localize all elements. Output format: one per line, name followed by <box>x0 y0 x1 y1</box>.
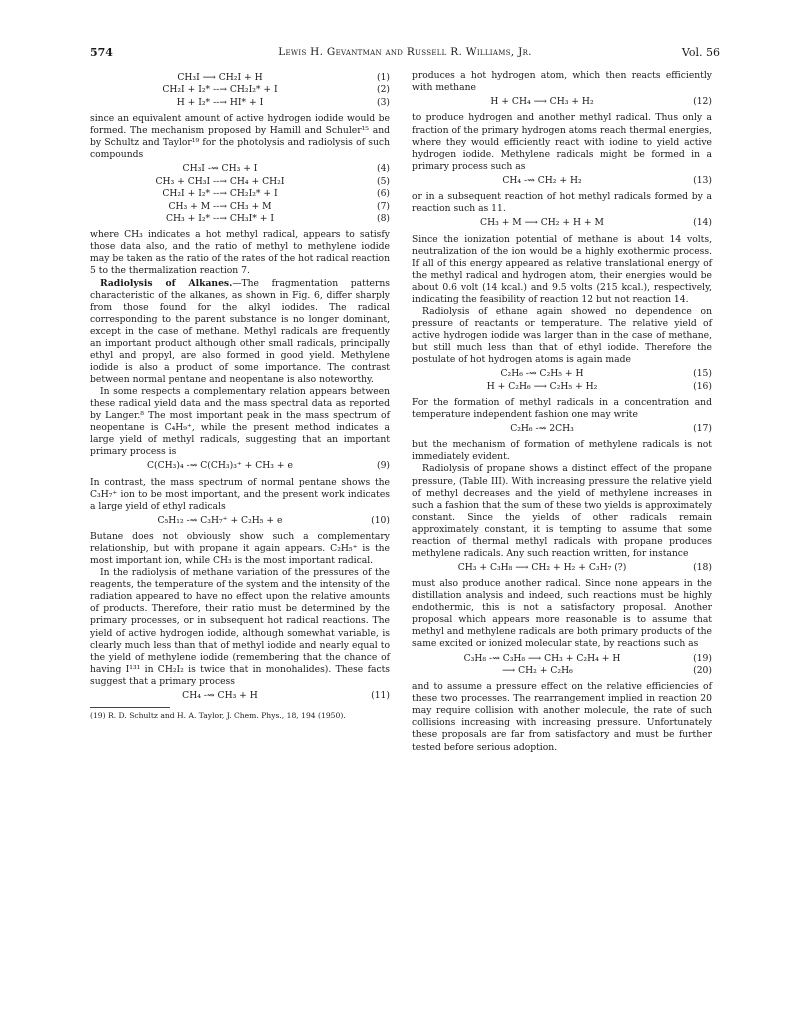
journal-page <box>90 46 720 1001</box>
equation-5: CH₃ + CH₃I --→ CH₄ + CH₂I (5) <box>155 175 390 187</box>
equation-4: CH₃I -⇝ CH₃ + I (4) <box>182 163 390 175</box>
paragraph: For the formation of methyl radicals in a concentration and temperature independent fashion one may write <box>412 396 712 420</box>
equation-block-13 <box>412 175 712 187</box>
paragraph: but the mechanism of formation of methylene radicals is not immediately evident. <box>412 439 712 463</box>
paragraph: since an equivalent amount of active hydrogen iodide would be formed. The mechanism proposed by Hamill and Schuler¹⁵ and by Schultz and Taylor¹⁹ for the photolysis and radiolysis of such compounds <box>90 113 390 161</box>
equation-block-4-8 <box>90 163 390 225</box>
equation-17: C₂H₆ -⇝ 2CH₃ (17) <box>510 422 712 434</box>
paragraph-alkanes: Radiolysis of Alkanes.—The fragmentation patterns characteristic of the alkanes, as shown in Fig. 6, differ sharply from those found for the alkyl iodides. The radical corresponding to the parent substance is no longer dominant, except in the case of methane. Methyl radicals are frequently an important product although other small radicals, principally ethyl and propyl, are also formed in good yield. Methylene iodide is also a product of some importance. The contrast between normal pentane and neopentane is also noteworthy. <box>90 277 390 385</box>
paragraph: or in a subsequent reaction of hot methyl radicals formed by a reaction such as 11. <box>412 191 712 215</box>
equation-block-10 <box>90 515 390 527</box>
page-number: 574 <box>90 46 113 59</box>
equation-block-14 <box>412 217 712 229</box>
equation-7: CH₃ + M --→ CH₃ + M (7) <box>168 200 390 212</box>
equation-2: CH₂I + I₂* --→ CH₂I₂* + I (2) <box>162 84 390 96</box>
paragraph: In contrast, the mass spectrum of normal pentane shows the C₃H₇⁺ ion to be most important, and the present work indicates a large yield of ethyl radicals <box>90 476 390 512</box>
equation-block-17 <box>412 423 712 435</box>
equation-block-15-16 <box>412 368 712 393</box>
equation-block-9 <box>90 460 390 472</box>
paragraph: Radiolysis of propane shows a distinct effect of the propane pressure, (Table III). With increasing pressure the relative yield of methyl decreases and the yield of methylene increases in such a fashion that the sum of these two yields is approximately constant. Since the yields of other radicals remain approximately constant, it is tempting to assume that some reaction of thermal methyl radicals with propane produces methylene radicals. Any such reaction written, for instance <box>412 463 712 559</box>
equation-9: C(CH₃)₄ -⇝ C(CH₃)₃⁺ + CH₃ + e (9) <box>147 460 390 472</box>
paragraph: to produce hydrogen and another methyl radical. Thus only a fraction of the primary hydrogen atoms reach thermal energies, where they would efficiently react with iodine to yield active hydrogen iodide. Methylene radicals might be formed in a primary process such as <box>412 112 712 172</box>
equation-6: CH₂I + I₂* --→ CH₂I₂* + I (6) <box>162 188 390 200</box>
paragraph: and to assume a pressure effect on the relative efficiencies of these two processes. The rearrangement implied in reaction 20 may require collision with another molecule, the rate of such collisions increasing with increasing pressure. Unfortunately these proposals are far from satisfactory and must be further tested before serious adoption. <box>412 681 712 753</box>
equation-block-19-20 <box>412 653 712 678</box>
equation-3: H + I₂* --→ HI* + I (3) <box>176 96 390 108</box>
paragraph: where CH₃ indicates a hot methyl radical, appears to satisfy those data also, and the ratio of methyl to methylene iodide may be taken as the ratio of the rates of the hot radical reaction 5 to the thermalization reaction 7. <box>90 229 390 277</box>
section-heading: Radiolysis of Alkanes. <box>100 277 233 289</box>
equation-14: CH₃ + M ⟶ CH₂ + H + M (14) <box>480 217 712 229</box>
volume-label: Vol. 56 <box>681 46 720 59</box>
paragraph: produces a hot hydrogen atom, which then reacts efficiently with methane <box>412 70 712 94</box>
paragraph: Butane does not obviously show such a complementary relationship, but with propane it again appears. C₂H₅⁺ is the most important ion, while CH₃ is the most important radical. <box>90 531 390 567</box>
right-column <box>412 70 712 754</box>
equation-19: C₃H₈ -⇝ C₃H₈ ⟶ CH₃ + C₂H₄ + H (19) <box>463 652 712 664</box>
equation-16: H + C₂H₆ ⟶ C₂H₅ + H₂ (16) <box>486 380 712 392</box>
paragraph: Radiolysis of ethane again showed no dependence on pressure of reactants or temperature. The relative yield of active hydrogen iodide was larger than in the case of methane, but still much less than that of ethyl iodide. Therefore the postulate of hot hydrogen atoms is again made <box>412 305 712 366</box>
footnote: (19) R. D. Schultz and H. A. Taylor, J. Chem. Phys., 18, 194 (1950). <box>90 711 346 721</box>
equation-18: CH₃ + C₃H₈ ⟶ CH₂ + H₂ + C₃H₇ (?) (18) <box>457 561 712 573</box>
equation-8: CH₃ + I₂* --→ CH₃I* + I (8) <box>165 212 390 224</box>
equation-11: CH₄ -⇝ CH₃ + H (11) <box>182 689 390 701</box>
equation-block-18 <box>412 562 712 574</box>
equation-block-12 <box>412 96 712 108</box>
equation-block-11 <box>90 690 390 702</box>
equation-1: CH₃I ⟶ CH₂I + H (1) <box>177 72 390 83</box>
running-title: Lewis H. Gevantman and Russell R. Williams, Jr. <box>278 46 532 58</box>
paragraph: In the radiolysis of methane variation of the pressures of the reagents, the temperature of the system and the intensity of the radiation appeared to have no effect upon the relative amounts of products. Therefore, their ratio must be determined by the primary processes, or in subsequent hot radical reactions. The yield of active hydrogen iodide, although somewhat variable, is clearly much less than that of methyl iodide and nearly equal to the yield of methylene iodide (remembering that the chance of having I¹³¹ in CH₂I₂ is twice that in monohalides). These facts suggest that a primary process <box>90 567 390 687</box>
equation-13: CH₄ -⇝ CH₂ + H₂ (13) <box>502 174 712 186</box>
page-header <box>90 46 720 62</box>
paragraph: must also produce another radical. Since none appears in the distillation analysis and indeed, such reactions must be highly endothermic, this is not a satisfactory proposal. Another proposal which appears more reasonable is to assume that methyl and methylene radicals are both primary products of the same excited or ionized molecular state, by reactions such as <box>412 578 712 650</box>
paragraph: Since the ionization potential of methane is about 14 volts, neutralization of the ion would be a highly exothermic process. If all of this energy appeared as relative translational energy of the methyl radical and hydrogen atom, their energies would be about 0.6 volt (14 kcal.) and 9.5 volts (215 kcal.), respectively, indicating the feasibility of reaction 12 but not reaction 14. <box>412 233 712 305</box>
left-column <box>90 70 390 721</box>
equation-10: C₅H₁₂ -⇝ C₃H₇⁺ + C₂H₅ + e (10) <box>157 514 390 526</box>
equation-15: C₂H₆ -⇝ C₂H₅ + H (15) <box>500 368 712 380</box>
equation-20: ⟶ CH₂ + C₂H₆ (20) <box>502 664 712 676</box>
footnote-rule <box>90 707 170 708</box>
equation-block-1-3 <box>90 72 390 109</box>
equation-12: H + CH₄ ⟶ CH₃ + H₂ (12) <box>490 96 712 108</box>
paragraph: In some respects a complementary relation appears between these radical yield data and the mass spectral data as reported by Langer.⁸ The most important peak in the mass spectrum of neopentane is C₄H₉⁺, while the present method indicates a large yield of methyl radicals, suggesting that an important primary process is <box>90 385 390 458</box>
